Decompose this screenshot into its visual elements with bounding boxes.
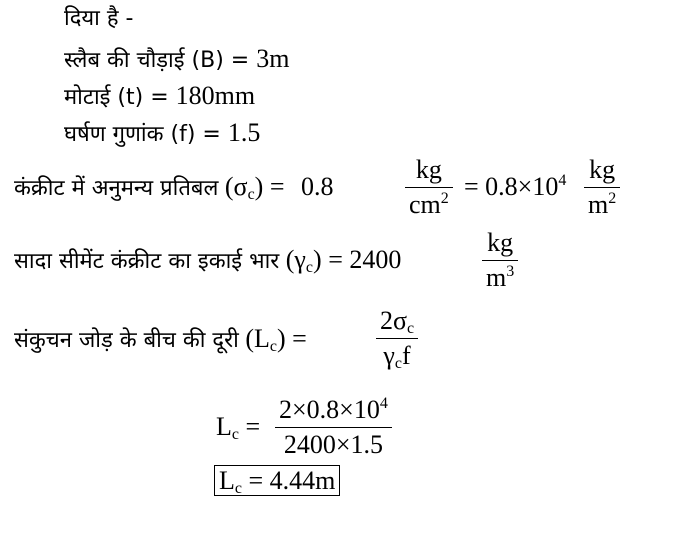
joint-label: संकुचन जोड़ के बीच की दूरी — [14, 328, 239, 353]
stress-value: 0.8 — [301, 172, 334, 201]
given-thickness — [64, 81, 255, 113]
given-heading: दिया है - — [64, 6, 134, 31]
stress-unit1: kg $cm^2$ — [405, 155, 453, 220]
unit-weight-label: सादा सीमेंट कंक्रीट का इकाई भार — [14, 249, 280, 274]
joint-symbol: $(L_c)$ = — [245, 324, 307, 355]
unit-weight-unit: kg $m^3$ — [482, 228, 518, 293]
slab-width-value: 3m — [256, 44, 290, 73]
stress-label: कंक्रीट में अनुमन्य प्रतिबल — [14, 176, 219, 201]
stress-symbol: $(\sigma_c)$ = — [224, 172, 291, 203]
joint-formula: $2\sigma_c$ $\gamma_cf$ — [376, 306, 418, 371]
stress-line — [14, 172, 334, 204]
calc-lhs: $L_c$ = — [216, 412, 261, 443]
thickness-value: 180mm — [175, 81, 256, 110]
friction-value: 1.5 — [227, 118, 261, 147]
unit-weight-line — [14, 245, 401, 277]
slab-width-label: स्लैब की चौड़ाई (B) = — [64, 48, 257, 73]
unit-weight-symbol: $(\gamma_c) = 2400$ — [285, 245, 402, 276]
given-friction — [64, 118, 260, 150]
joint-line — [14, 324, 307, 356]
friction-label: घर्षण गुणांक (f) = — [64, 122, 228, 147]
given-slab-width — [64, 44, 289, 76]
calc-fraction: $2\times 0.8\times 10^4$ 2400×1.5 — [275, 395, 392, 460]
stress-eq2: = $0.8\times 10^4$ — [464, 172, 567, 201]
thickness-label: मोटाई (t) = — [64, 85, 176, 110]
stress-unit2: kg $m^2$ — [584, 155, 620, 220]
result-box: $L_c = 4.44m$ — [214, 466, 340, 496]
